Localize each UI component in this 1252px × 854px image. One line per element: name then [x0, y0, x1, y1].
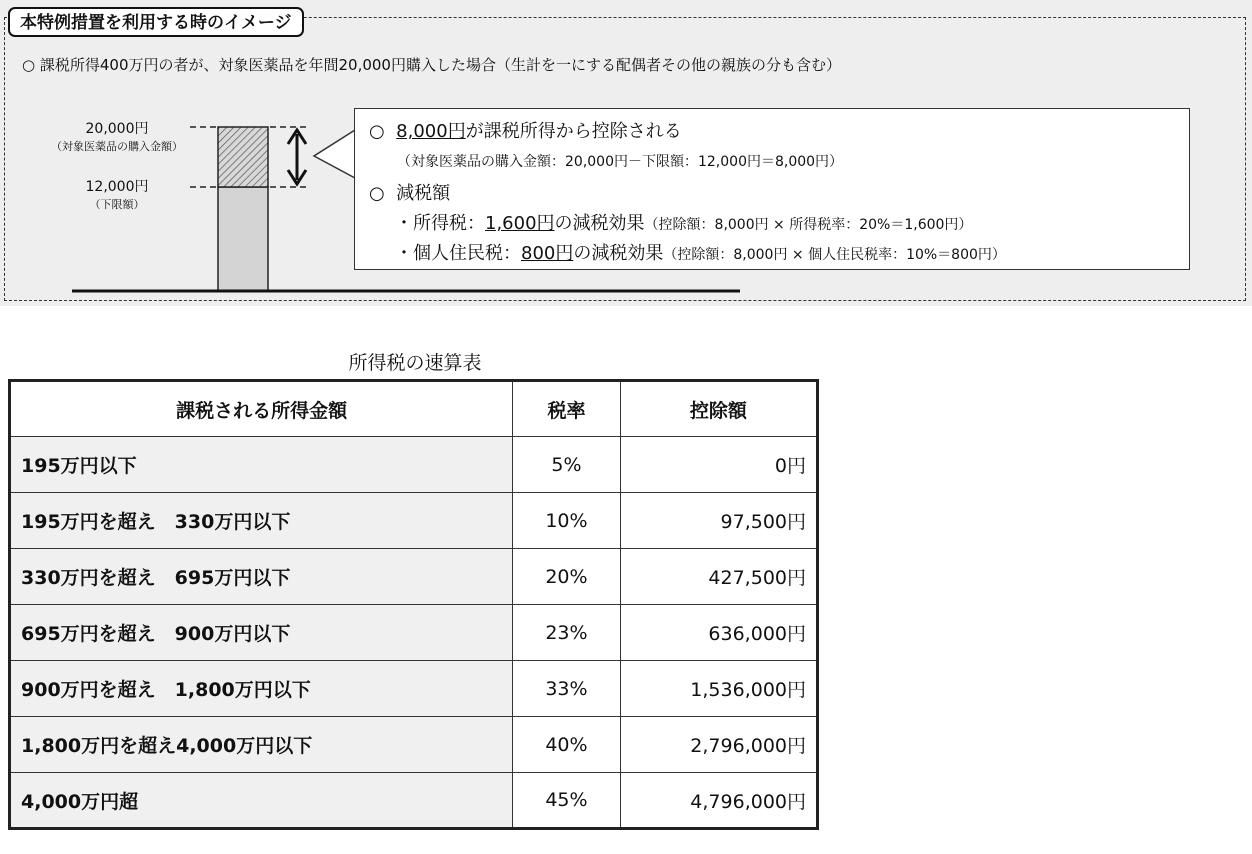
income-range-cell: 1,800万円を超え4,000万円以下: [10, 717, 513, 773]
income-range-cell: 695万円を超え 900万円以下: [10, 605, 513, 661]
deduction-cell: 1,536,000円: [620, 661, 817, 717]
income-range-cell: 330万円を超え 695万円以下: [10, 549, 513, 605]
income-tax-formula: （控除額：8,000円 × 所得税率：20%＝1,600円）: [644, 217, 973, 233]
tax-rate-cell: 5%: [513, 437, 621, 493]
upper-note: （対象医薬品の購入金額）: [51, 140, 183, 153]
table-row: [10, 437, 818, 493]
deduction-cell: 636,000円: [620, 605, 817, 661]
lower-amount: 12,000円: [85, 179, 149, 195]
resident-tax-line: [395, 239, 1006, 265]
deduction-cell: 427,500円: [620, 549, 817, 605]
table-header-row: [10, 381, 818, 437]
deduction-cell: 97,500円: [620, 493, 817, 549]
income-range-cell: 900万円を超え 1,800万円以下: [10, 661, 513, 717]
table-title: 所得税の速算表: [348, 352, 482, 374]
header-rate: 税率: [513, 381, 621, 437]
deduction-amount: 8,000円: [396, 121, 466, 142]
tax-rate-cell: 40%: [513, 717, 621, 773]
income-range-cell: 195万円以下: [10, 437, 513, 493]
tax-rate-cell: 33%: [513, 661, 621, 717]
deduction-bar: [218, 127, 268, 187]
tax-rate-cell: 10%: [513, 493, 621, 549]
deduction-cell: 2,796,000円: [620, 717, 817, 773]
base-bar: [218, 187, 268, 291]
callout-line-deduction: [369, 117, 682, 143]
table-row: [10, 717, 818, 773]
deduction-text: が課税所得から控除される: [465, 121, 682, 142]
header-income: 課税される所得金額: [10, 381, 513, 437]
deduction-formula: （対象医薬品の購入金額：20,000円－下限額：12,000円＝8,000円）: [397, 154, 844, 170]
tax-reduction-heading: 減税額: [396, 183, 451, 204]
table-row: [10, 773, 818, 829]
resident-tax-amount: 800円: [521, 243, 574, 264]
income-tax-amount: 1,600円: [485, 213, 555, 234]
deduction-cell: 4,796,000円: [620, 773, 817, 829]
income-range-cell: 4,000万円超: [10, 773, 513, 829]
illustration-caption: ○ 課税所得400万円の者が、対象医薬品を年間20,000円購入した場合（生計を一にする配偶者その他の親族の分も含む）: [22, 56, 841, 74]
income-tax-rate-table: [8, 379, 819, 830]
lower-note: （下限額）: [89, 198, 145, 211]
tax-rate-cell: 20%: [513, 549, 621, 605]
upper-amount: 20,000円: [85, 121, 149, 137]
callout-pointer: [314, 130, 355, 178]
table-row: [10, 605, 818, 661]
callout-box: [354, 108, 1190, 270]
header-deduction: 控除額: [620, 381, 817, 437]
illustration-title: 本特例措置を利用する時のイメージ: [8, 7, 304, 37]
table-row: [10, 493, 818, 549]
illustration-panel: [0, 0, 1252, 306]
callout-line-tax-reduction: [369, 179, 450, 205]
resident-tax-formula: （控除額：8,000円 × 個人住民税率：10%＝800円）: [663, 247, 1006, 263]
income-tax-line: [395, 209, 972, 235]
table-row: [10, 549, 818, 605]
resident-tax-effect: の減税効果: [573, 243, 664, 264]
income-tax-effect: の減税効果: [554, 213, 645, 234]
tax-rate-cell: 45%: [513, 773, 621, 829]
bullet-circle-icon: ○: [369, 183, 385, 204]
deduction-cell: 0円: [620, 437, 817, 493]
resident-tax-label: ・個人住民税：: [395, 243, 521, 264]
income-range-cell: 195万円を超え 330万円以下: [10, 493, 513, 549]
table-row: [10, 661, 818, 717]
income-tax-label: ・所得税：: [395, 213, 485, 234]
bullet-circle-icon: ○: [369, 121, 385, 142]
tax-rate-cell: 23%: [513, 605, 621, 661]
